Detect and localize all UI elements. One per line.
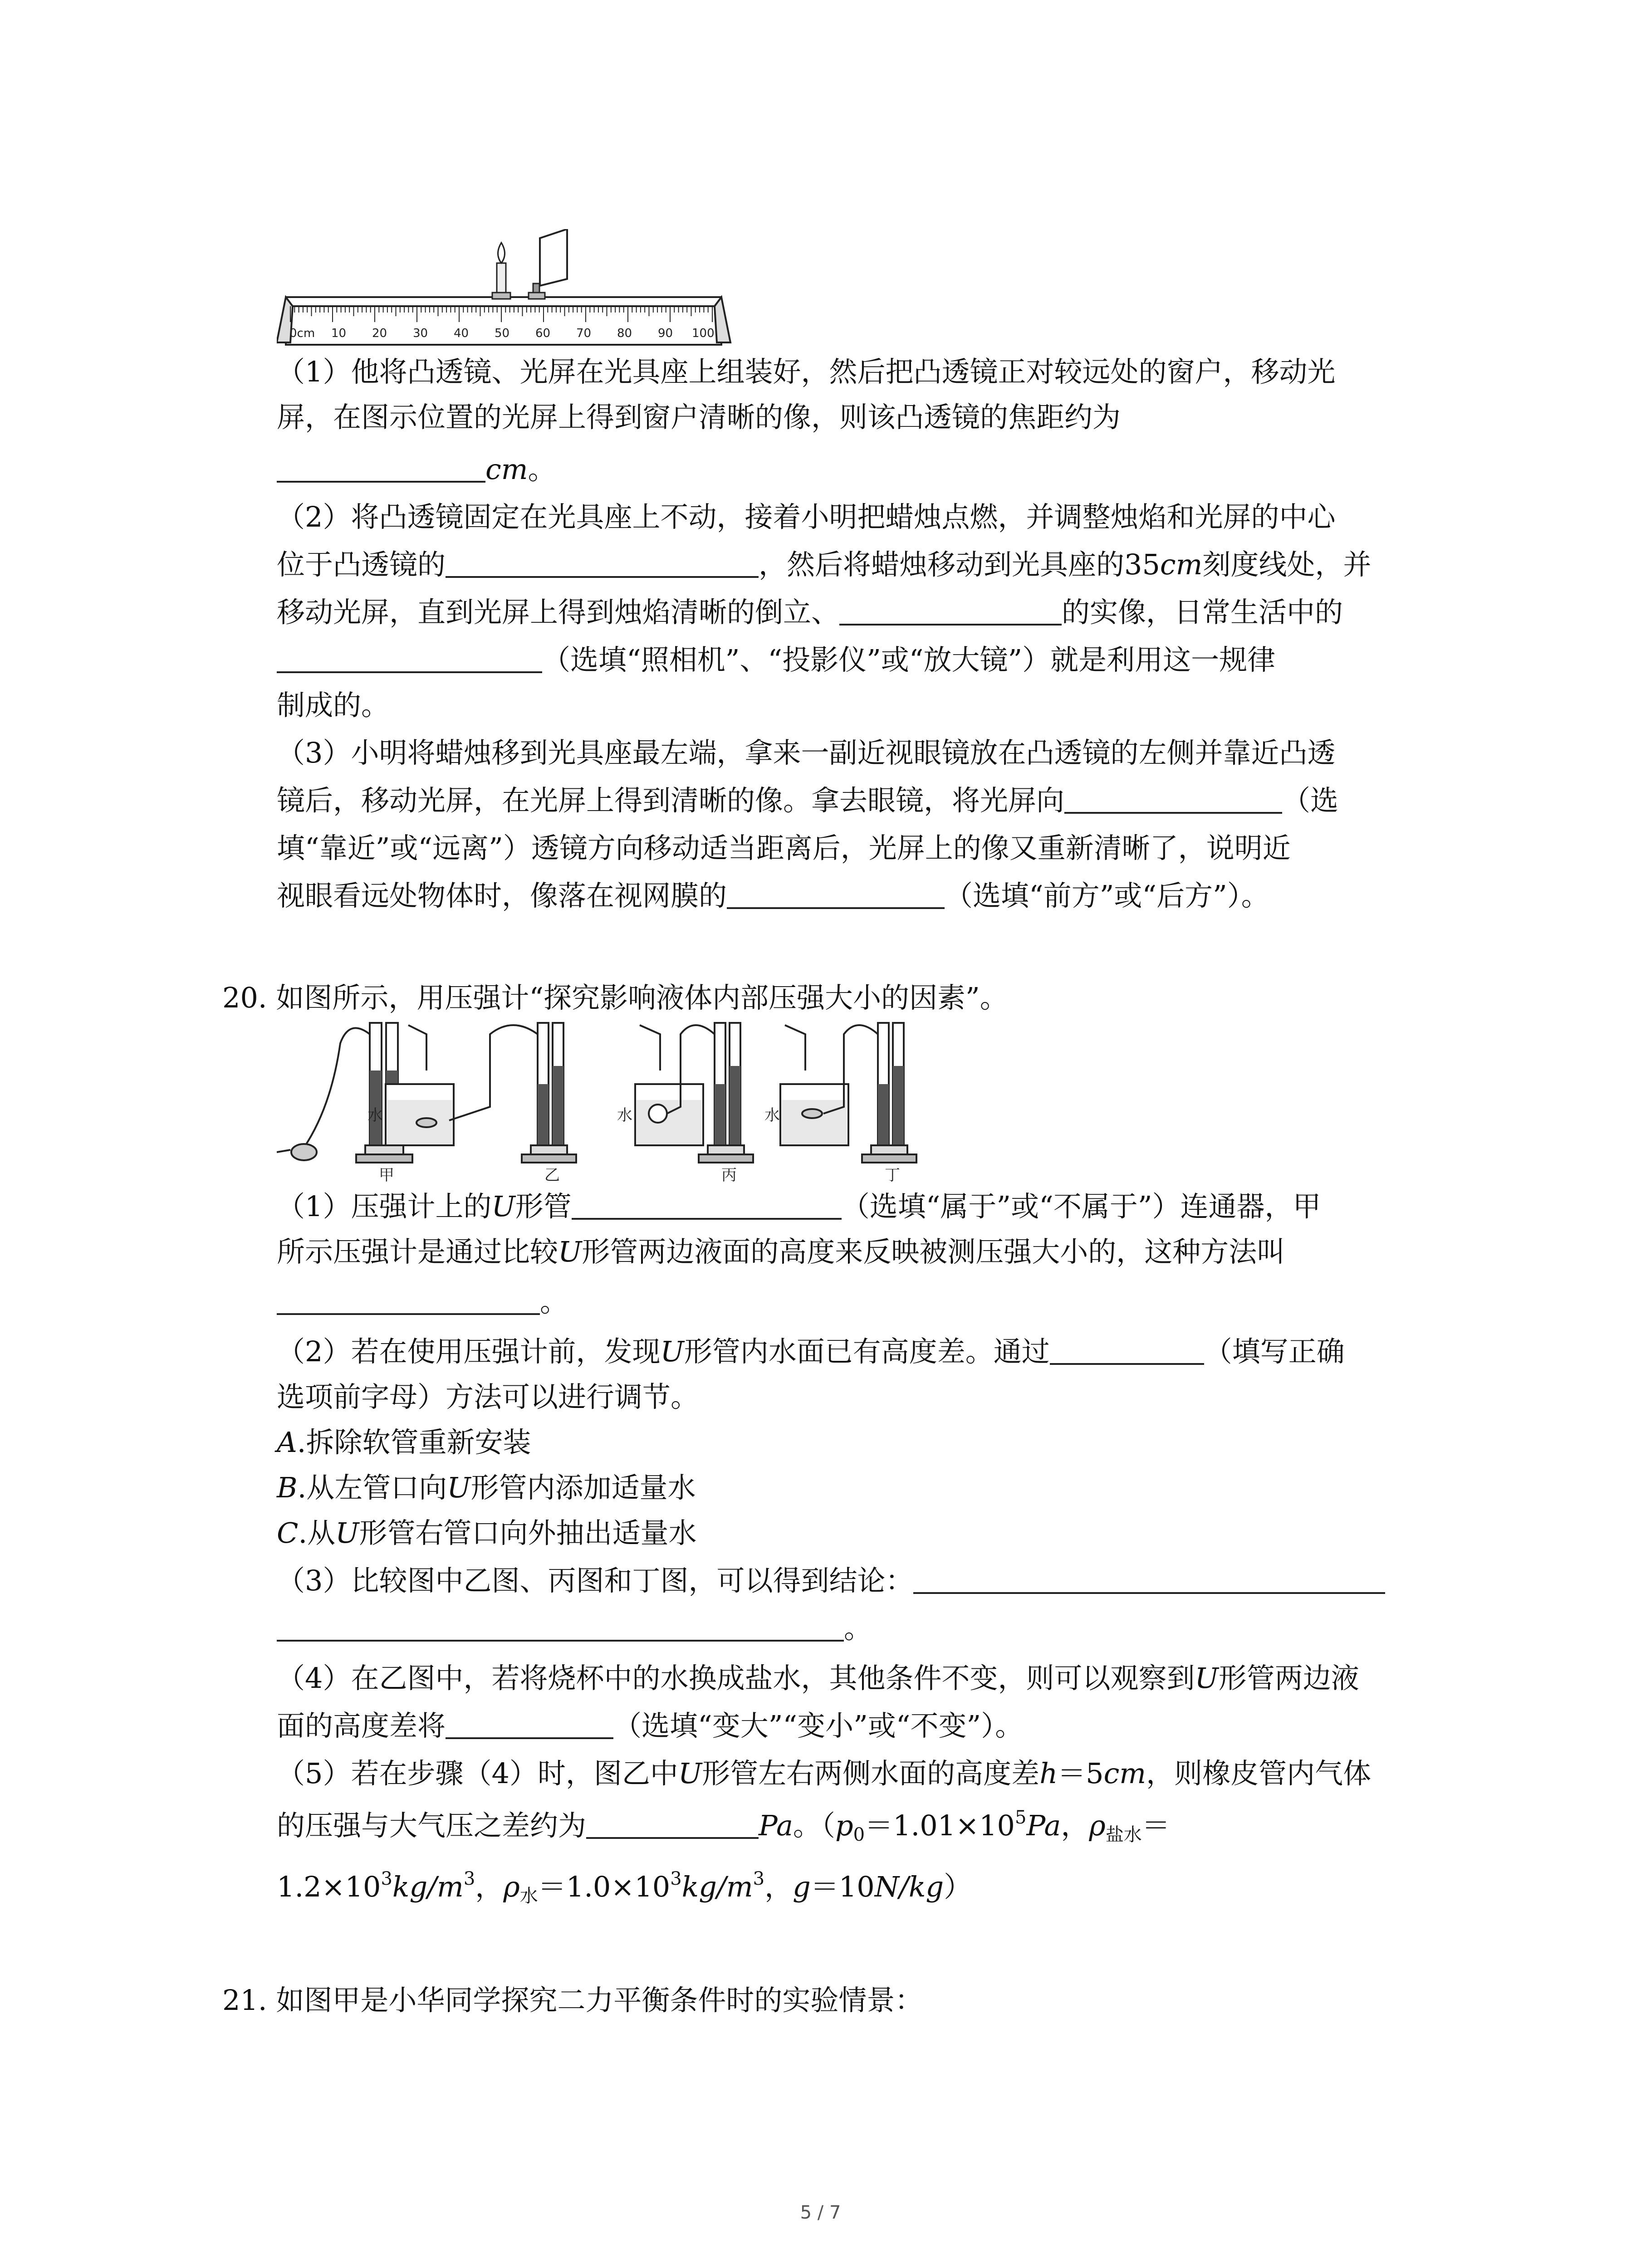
- q20-p5-line3: [277, 1864, 972, 1910]
- answer-blank[interactable]: [727, 875, 945, 909]
- q19-p1-line3: [277, 447, 556, 492]
- text: （1）压强计上的: [277, 1190, 492, 1223]
- gauge-ding: [780, 1023, 916, 1163]
- answer-blank[interactable]: [277, 640, 542, 673]
- text: （填写正确: [1204, 1335, 1345, 1368]
- q19-p1-line2: 屏，在图示位置的光屏上得到窗户清晰的像，则该凸透镜的焦距约为: [277, 401, 1121, 434]
- q20-option-b: [277, 1465, 696, 1510]
- option-text: .从: [298, 1516, 336, 1549]
- text: （3）比较图中乙图、丙图和丁图，可以得到结论：: [277, 1564, 914, 1597]
- subscript: 水: [519, 1886, 538, 1906]
- text: ）: [944, 1870, 972, 1903]
- text: ＝1.01×10: [865, 1809, 1015, 1842]
- ruler-label: 0cm: [289, 327, 315, 340]
- answer-blank[interactable]: [277, 449, 485, 483]
- option-text: .拆除软管重新安装: [297, 1426, 531, 1459]
- unit: Pa: [1026, 1809, 1061, 1842]
- q20-p4-line1: [277, 1656, 1359, 1701]
- symbol: ρ: [1089, 1809, 1106, 1842]
- option-letter: C: [277, 1516, 299, 1549]
- text: ，则橡皮管内气体: [1146, 1757, 1372, 1790]
- unit: cm: [1103, 1757, 1146, 1790]
- q19-p3-line4: [277, 873, 1269, 919]
- symbol: U: [335, 1516, 359, 1549]
- q20-p3-line2: [277, 1606, 872, 1651]
- text: （选填“变大”“变小”或“不变”）。: [613, 1709, 1024, 1742]
- text: ＝5: [1058, 1757, 1104, 1790]
- optical-bench-figure: [277, 229, 740, 352]
- answer-blank[interactable]: [586, 1805, 759, 1839]
- text: 形管两边液: [1218, 1662, 1359, 1695]
- subscript: 盐水: [1105, 1824, 1142, 1845]
- text: 位于凸透镜的: [277, 548, 446, 581]
- option-letter: A: [277, 1426, 297, 1459]
- q19-p2-line5: 制成的。: [277, 689, 390, 722]
- answer-blank[interactable]: [277, 1281, 540, 1315]
- pressure-gauge-figure: [277, 1016, 930, 1184]
- answer-blank[interactable]: [839, 592, 1062, 626]
- gauge-yi: [386, 1023, 576, 1163]
- answer-blank[interactable]: [446, 544, 759, 578]
- q19-p2-line3: [277, 590, 1343, 635]
- superscript: 3: [381, 1868, 392, 1889]
- symbol: U: [558, 1235, 582, 1268]
- text: （选填“照相机”、“投影仪”或“放大镜”）就是利用这一规律: [542, 643, 1276, 676]
- ruler-label: 60: [535, 327, 551, 340]
- ruler-label: 10: [331, 327, 347, 340]
- text: 面的高度差将: [277, 1709, 446, 1742]
- figure-label-bing: 丙: [721, 1166, 737, 1184]
- subscript: 0: [853, 1824, 865, 1845]
- q20-option-a: [277, 1420, 531, 1465]
- text: 。（: [793, 1809, 835, 1842]
- superscript: 3: [463, 1868, 475, 1889]
- text: ，: [764, 1870, 793, 1903]
- text: ，然后将蜡烛移动到光具座的35: [759, 548, 1160, 581]
- question-text: 如图甲是小华同学探究二力平衡条件时的实验情景：: [276, 1984, 923, 2017]
- ruler-label: 70: [576, 327, 592, 340]
- symbol: ρ: [503, 1870, 520, 1903]
- symbol: U: [660, 1335, 684, 1368]
- unit: cm: [1160, 548, 1203, 581]
- text: 镜后，移动光屏，在光屏上得到清晰的像。拿去眼镜，将光屏向: [277, 784, 1065, 817]
- unit: cm: [485, 453, 528, 486]
- text: 刻度线处，并: [1202, 548, 1372, 581]
- option-letter: B: [277, 1471, 298, 1504]
- question-text: 如图所示，用压强计“探究影响液体内部压强大小的因素”。: [276, 981, 1008, 1014]
- q20-p3-line1: [277, 1558, 1385, 1603]
- text: 形管两边液面的高度来反映被测压强大小的，这种方法叫: [582, 1235, 1285, 1268]
- q20-p1-line1: [277, 1184, 1321, 1229]
- figure-label-jia: 甲: [379, 1166, 394, 1184]
- text: ，: [1061, 1809, 1089, 1842]
- text: 视眼看远处物体时，像落在视网膜的: [277, 879, 727, 912]
- text: 形管: [515, 1190, 572, 1223]
- text: （选: [1282, 784, 1339, 817]
- water-label: 水: [617, 1106, 632, 1124]
- option-text: 形管内添加适量水: [470, 1471, 696, 1504]
- ruler-label: 80: [617, 327, 632, 340]
- symbol: U: [1195, 1662, 1219, 1695]
- q20-option-c: [277, 1510, 696, 1556]
- q19-p2-line4: [277, 637, 1275, 683]
- answer-blank[interactable]: [446, 1706, 613, 1739]
- text: ＝: [1141, 1809, 1170, 1842]
- superscript: 3: [753, 1868, 765, 1889]
- q19-p1-line1: （1）他将凸透镜、光屏在光具座上组装好，然后把凸透镜正对较远处的窗户，移动光: [277, 355, 1336, 388]
- text: （5）若在步骤（4）时，图乙中: [277, 1757, 678, 1790]
- text: ，: [475, 1870, 504, 1903]
- q19-p3-line3: 填“靠近”或“远离”）透镜方向移动适当距离后，光屏上的像又重新清晰了，说明近: [277, 831, 1291, 865]
- answer-blank[interactable]: [277, 1608, 844, 1642]
- text: 形管内水面已有高度差。通过: [684, 1335, 1050, 1368]
- answer-blank[interactable]: [1050, 1331, 1204, 1365]
- text: （2）若在使用压强计前，发现: [277, 1335, 661, 1368]
- q20-p5-line2: [277, 1803, 1170, 1848]
- text: ＝10: [810, 1870, 875, 1903]
- symbol: U: [491, 1190, 515, 1223]
- question-number: 21.: [222, 1984, 267, 2017]
- symbol: U: [447, 1471, 471, 1504]
- option-text: 形管右管口向外抽出适量水: [359, 1516, 697, 1549]
- symbol: g: [793, 1870, 811, 1903]
- text: 移动光屏，直到光屏上得到烛焰清晰的倒立、: [277, 596, 840, 629]
- ruler-label: 30: [413, 327, 428, 340]
- text: （选填“属于”或“不属于”）连通器，甲: [841, 1190, 1321, 1223]
- water-label: 水: [367, 1106, 383, 1124]
- text: 所示压强计是通过比较: [277, 1235, 558, 1268]
- unit: Pa: [759, 1809, 793, 1842]
- unit: N/kg: [874, 1870, 944, 1903]
- ruler-label: 100: [692, 327, 715, 340]
- text: 的压强与大气压之差约为: [277, 1809, 587, 1842]
- option-text: .从左管口向: [297, 1471, 447, 1504]
- answer-blank[interactable]: [913, 1560, 1385, 1594]
- text: 1.2×10: [277, 1870, 381, 1903]
- ruler-label: 50: [495, 327, 510, 340]
- symbol: h: [1039, 1757, 1058, 1790]
- unit: kg/m: [681, 1870, 753, 1903]
- text: （4）在乙图中，若将烧杯中的水换成盐水，其他条件不变，则可以观察到: [277, 1662, 1195, 1695]
- symbol: p: [835, 1809, 853, 1842]
- text: 形管左右两侧水面的高度差: [702, 1757, 1040, 1790]
- q19-p3-line1: （3）小明将蜡烛移到光具座最左端，拿来一副近视眼镜放在凸透镜的左侧并靠近凸透: [277, 736, 1336, 769]
- figure-label-yi: 乙: [544, 1166, 560, 1184]
- ruler-label: 40: [454, 327, 469, 340]
- q20-p5-line1: [277, 1751, 1371, 1796]
- text: （选填“前方”或“后方”）。: [945, 879, 1269, 912]
- unit: kg/m: [392, 1870, 464, 1903]
- q19-p2-line2: [277, 542, 1371, 587]
- gauge-bing: [635, 1023, 753, 1163]
- symbol: U: [678, 1757, 702, 1790]
- q20-p4-line2: [277, 1703, 1023, 1749]
- q19-p3-line2: [277, 778, 1338, 823]
- q20-stem: [222, 975, 1008, 1021]
- text: 的实像，日常生活中的: [1062, 596, 1343, 629]
- answer-blank[interactable]: [572, 1186, 842, 1220]
- ruler-label: 90: [658, 327, 673, 340]
- q19-p2-line1: （2）将凸透镜固定在光具座上不动，接着小明把蜡烛点燃，并调整烛焰和光屏的中心: [277, 500, 1336, 533]
- figure-label-ding: 丁: [885, 1166, 900, 1184]
- ruler-label: 20: [372, 327, 387, 340]
- question-number: 20.: [222, 981, 267, 1014]
- q20-p2-line2: 选项前字母）方法可以进行调节。: [277, 1380, 699, 1413]
- punct: 。: [844, 1612, 872, 1645]
- superscript: 3: [670, 1868, 682, 1889]
- q20-p1-line3: [277, 1279, 568, 1325]
- water-label: 水: [764, 1106, 780, 1124]
- q20-p1-line2: [277, 1229, 1285, 1275]
- punct: 。: [540, 1285, 568, 1318]
- superscript: 5: [1014, 1807, 1027, 1828]
- text: ＝1.0×10: [538, 1870, 671, 1903]
- q21-stem: [222, 1978, 923, 2023]
- q20-p2-line1: [277, 1329, 1345, 1374]
- page-number: 5 / 7: [800, 2202, 841, 2223]
- punct: 。: [528, 453, 556, 486]
- answer-blank[interactable]: [1064, 780, 1282, 814]
